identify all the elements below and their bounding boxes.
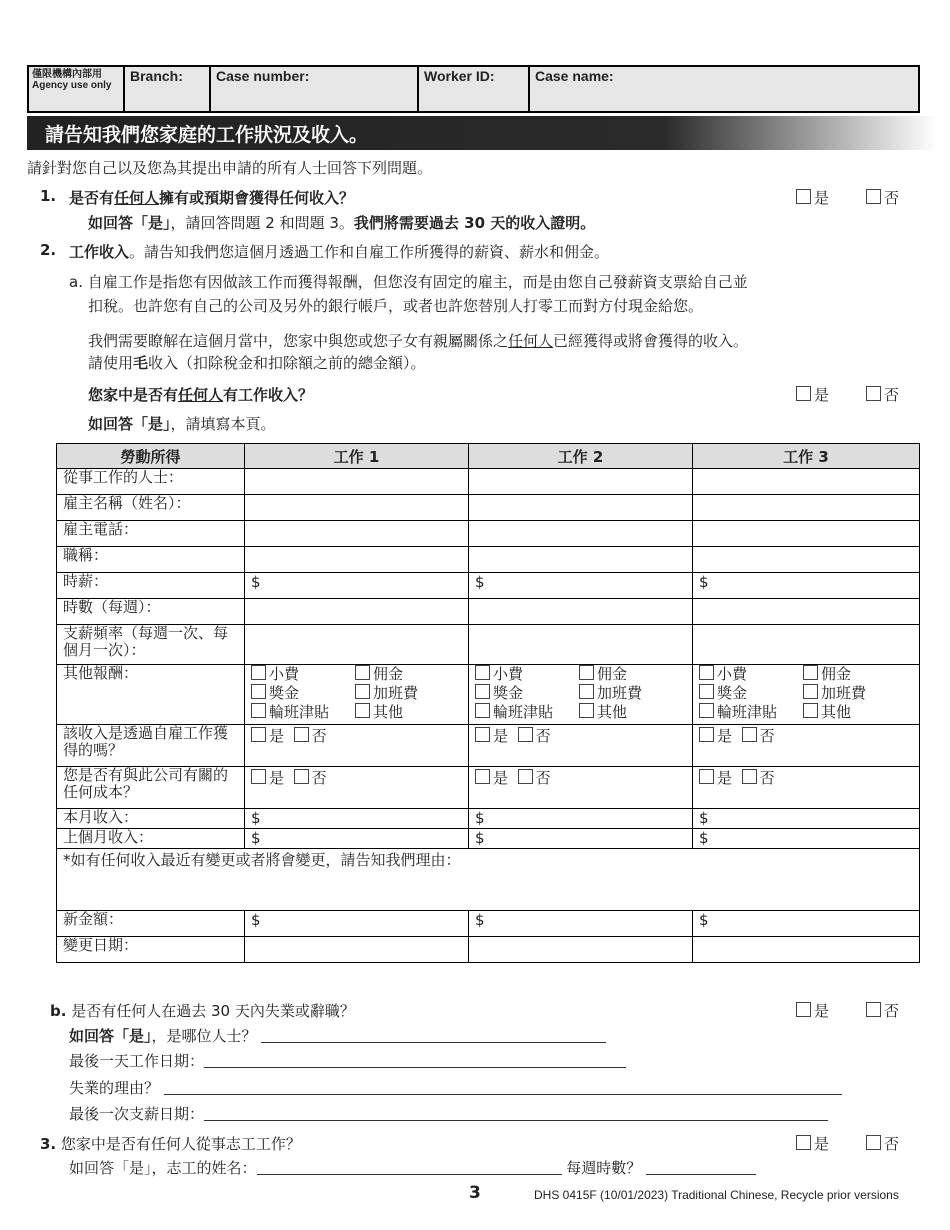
cell-input[interactable]: $: [245, 809, 469, 829]
other-checkbox[interactable]: 其他: [355, 703, 459, 722]
yes-checkbox[interactable]: 是: [251, 769, 284, 787]
no-checkbox[interactable]: 否: [742, 769, 775, 787]
agency-use-zh: 僅限機構內部用: [32, 69, 102, 80]
row-label-worker: 從事工作的人士：: [57, 469, 245, 495]
q2b-last-day-line: 最後一天工作日期：: [69, 1050, 626, 1071]
table-row: [57, 547, 920, 573]
branch-field[interactable]: [124, 66, 210, 112]
q2b-who-input[interactable]: [261, 1028, 606, 1043]
yes-no-cell: [245, 725, 469, 767]
commission-checkbox[interactable]: 佣金: [803, 665, 907, 684]
q3-question: 3. 您家中是否有任何人從事志工工作？: [40, 1135, 301, 1153]
q2-need-text: 我們需要瞭解在這個月當中，您家中與您或您子女有親屬關係之任何人已經獲得或將會獲得的收入。 請使用毛收入（扣除稅金和扣除額之前的總金額）。: [88, 332, 749, 372]
row-label-employer-phone: 雇主電話：: [57, 521, 245, 547]
q2-no-checkbox[interactable]: 否: [866, 384, 899, 405]
shift-pay-checkbox[interactable]: 輪班津貼: [699, 703, 803, 722]
row-label-this-month: 本月收入：: [57, 809, 245, 829]
case-number-label: Case number:: [216, 68, 310, 84]
tips-checkbox[interactable]: 小費: [251, 665, 355, 684]
cell-input[interactable]: [245, 495, 469, 521]
q1-followup: 如回答「是」，請回答問題 2 和問題 3。我們將需要過去 30 天的收入證明。: [88, 214, 596, 232]
cell-input[interactable]: $: [693, 809, 920, 829]
q3-volunteer-name-input[interactable]: [257, 1160, 562, 1175]
cell-input[interactable]: $: [245, 829, 469, 849]
table-row: [57, 599, 920, 625]
section-banner: [27, 116, 937, 150]
q2b-reason-input[interactable]: [164, 1080, 842, 1095]
income-table: [56, 443, 920, 963]
q2a-definition: a. 自雇工作是指您有因做該工作而獲得報酬，但您沒有固定的雇主，而是由您自己發薪資支票給自己並 扣稅。也許您有自己的公司及另外的銀行帳戶，或者也許您替別人打零工而對方付現金給您。: [69, 273, 748, 315]
other-pay-options-job-3: [693, 665, 920, 725]
yes-no-cell: [469, 725, 693, 767]
row-label-job-title: 職稱：: [57, 547, 245, 573]
case-name-field[interactable]: [529, 66, 919, 112]
cell-input[interactable]: [245, 521, 469, 547]
yes-checkbox[interactable]: 是: [699, 769, 732, 787]
bonus-checkbox[interactable]: 獎金: [475, 684, 579, 703]
cell-input[interactable]: [693, 521, 920, 547]
row-label-last-month: 上個月收入：: [57, 829, 245, 849]
banner-title: 請告知我們您家庭的工作狀況及收入。: [45, 124, 369, 146]
cell-input[interactable]: $: [245, 573, 469, 599]
q1-text: 是否有任何人擁有或預期會獲得任何收入？: [69, 189, 355, 207]
cell-input[interactable]: [693, 937, 920, 963]
q2b-last-pay-line: 最後一次支薪日期：: [69, 1103, 828, 1124]
cell-input[interactable]: $: [693, 829, 920, 849]
no-checkbox[interactable]: 否: [294, 727, 327, 745]
q2b-last-pay-input[interactable]: [204, 1106, 828, 1121]
cell-input[interactable]: [469, 625, 693, 665]
case-name-label: Case name:: [535, 68, 614, 84]
other-checkbox[interactable]: 其他: [803, 703, 907, 722]
other-pay-options-job-2: [469, 665, 693, 725]
cell-input[interactable]: [693, 547, 920, 573]
yes-no-cell: [693, 767, 920, 809]
table-row: [57, 665, 920, 725]
cell-input[interactable]: [469, 521, 693, 547]
table-row: [57, 911, 920, 937]
case-number-field[interactable]: [210, 66, 418, 112]
cell-input[interactable]: $: [469, 911, 693, 937]
q3-no-checkbox[interactable]: 否: [866, 1133, 899, 1154]
cell-input[interactable]: [469, 547, 693, 573]
q2-anyone-question: 您家中是否有任何人有工作收入？: [88, 386, 314, 404]
cell-input[interactable]: $: [693, 573, 920, 599]
row-label-pay-frequency: 支薪頻率（每週一次、每個月一次）：: [57, 625, 245, 665]
row-label-self-employed: 該收入是透過自雇工作獲得的嗎？: [57, 725, 245, 767]
no-checkbox[interactable]: 否: [518, 769, 551, 787]
cell-input[interactable]: [245, 547, 469, 573]
no-checkbox[interactable]: 否: [294, 769, 327, 787]
overtime-checkbox[interactable]: 加班費: [803, 684, 907, 703]
yes-checkbox[interactable]: 是: [475, 727, 508, 745]
shift-pay-checkbox[interactable]: 輪班津貼: [475, 703, 579, 722]
cell-input[interactable]: [693, 625, 920, 665]
cell-input[interactable]: [245, 599, 469, 625]
q2-number: 2.: [40, 241, 57, 259]
cell-input[interactable]: [469, 469, 693, 495]
q1-no-checkbox[interactable]: 否: [866, 187, 899, 208]
cell-input[interactable]: $: [693, 911, 920, 937]
q2b-no-checkbox[interactable]: 否: [866, 1000, 899, 1021]
q3-hours-input[interactable]: [646, 1160, 756, 1175]
table-row: [57, 573, 920, 599]
table-row: [57, 521, 920, 547]
q2-yes-checkbox[interactable]: 是: [796, 384, 829, 405]
shift-pay-checkbox[interactable]: 輪班津貼: [251, 703, 355, 722]
tips-checkbox[interactable]: 小費: [475, 665, 579, 684]
cell-input[interactable]: $: [469, 829, 693, 849]
table-row: [57, 829, 920, 849]
bonus-checkbox[interactable]: 獎金: [699, 684, 803, 703]
table-row: [57, 767, 920, 809]
overtime-checkbox[interactable]: 加班費: [579, 684, 683, 703]
q2-fill-instruction: 如回答「是」，請填寫本頁。: [88, 415, 276, 433]
q1-number: 1.: [40, 187, 57, 205]
q2b-yes-checkbox[interactable]: 是: [796, 1000, 829, 1021]
commission-checkbox[interactable]: 佣金: [579, 665, 683, 684]
overtime-checkbox[interactable]: 加班費: [355, 684, 459, 703]
other-pay-options-job-1: [245, 665, 469, 725]
cell-input[interactable]: $: [469, 573, 693, 599]
row-label-change-date: 變更日期：: [57, 937, 245, 963]
header-job-1: 工作 1: [245, 444, 469, 469]
row-label-hours: 時數（每週）：: [57, 599, 245, 625]
row-label-new-amount: 新金額：: [57, 911, 245, 937]
agency-use-label: [28, 66, 124, 112]
table-row: [57, 809, 920, 829]
worker-id-label: Worker ID:: [424, 68, 495, 84]
bonus-checkbox[interactable]: 獎金: [251, 684, 355, 703]
agency-use-header: [27, 65, 920, 113]
row-label-hourly-wage: 時薪：: [57, 573, 245, 599]
table-row: [57, 625, 920, 665]
no-checkbox[interactable]: 否: [518, 727, 551, 745]
row-label-business-costs: 您是否有與此公司有關的任何成本？: [57, 767, 245, 809]
q2b-last-day-input[interactable]: [204, 1053, 626, 1068]
q2b-reason-line: 失業的理由？: [69, 1077, 842, 1098]
row-label-other-pay: 其他報酬：: [57, 665, 245, 725]
q2-title: 工作收入。請告知我們您這個月透過工作和自雇工作所獲得的薪資、薪水和佣金。: [69, 243, 610, 261]
yes-checkbox[interactable]: 是: [699, 727, 732, 745]
table-row: [57, 937, 920, 963]
row-label-employer-name: 雇主名稱（姓名）：: [57, 495, 245, 521]
table-header-row: [57, 444, 920, 469]
form-id: DHS 0415F (10/01/2023) Traditional Chinese, Recycle prior versions: [534, 1188, 899, 1202]
q3-yes-checkbox[interactable]: 是: [796, 1133, 829, 1154]
q2b-who-line: 如回答「是」，是哪位人士？: [69, 1025, 606, 1046]
worker-id-field[interactable]: [418, 66, 529, 112]
agency-use-en: Agency use only: [32, 80, 112, 91]
cell-input[interactable]: [693, 599, 920, 625]
cell-input[interactable]: [693, 469, 920, 495]
cell-input[interactable]: [469, 937, 693, 963]
header-job-2: 工作 2: [469, 444, 693, 469]
table-row: [57, 849, 920, 911]
q1-yes-checkbox[interactable]: 是: [796, 187, 829, 208]
yes-no-cell: [693, 725, 920, 767]
cell-input[interactable]: $: [245, 911, 469, 937]
yes-checkbox[interactable]: 是: [251, 727, 284, 745]
q2b-question: b. 是否有任何人在過去 30 天內失業或辭職？: [50, 1002, 355, 1020]
cell-input[interactable]: $: [469, 809, 693, 829]
cell-input[interactable]: [693, 495, 920, 521]
cell-input[interactable]: [245, 469, 469, 495]
yes-checkbox[interactable]: 是: [475, 769, 508, 787]
yes-no-cell: [245, 767, 469, 809]
header-labor-income: 勞動所得: [57, 444, 245, 469]
cell-input[interactable]: [469, 495, 693, 521]
no-checkbox[interactable]: 否: [742, 727, 775, 745]
change-reason-field[interactable]: *如有任何收入最近有變更或者將會變更，請告知我們理由：: [57, 849, 920, 911]
table-row: [57, 469, 920, 495]
cell-input[interactable]: [245, 937, 469, 963]
intro-text: 請針對您自己以及您為其提出申請的所有人士回答下列問題。: [27, 159, 433, 177]
page-number: 3: [469, 1183, 481, 1203]
table-row: [57, 495, 920, 521]
yes-no-cell: [469, 767, 693, 809]
other-checkbox[interactable]: 其他: [579, 703, 683, 722]
cell-input[interactable]: [245, 625, 469, 665]
header-job-3: 工作 3: [693, 444, 920, 469]
q3-volunteer-line: 如回答「是」，志工的姓名： 每週時數？: [69, 1157, 756, 1178]
tips-checkbox[interactable]: 小費: [699, 665, 803, 684]
cell-input[interactable]: [469, 599, 693, 625]
table-row: [57, 725, 920, 767]
branch-label: Branch:: [130, 68, 183, 84]
commission-checkbox[interactable]: 佣金: [355, 665, 459, 684]
